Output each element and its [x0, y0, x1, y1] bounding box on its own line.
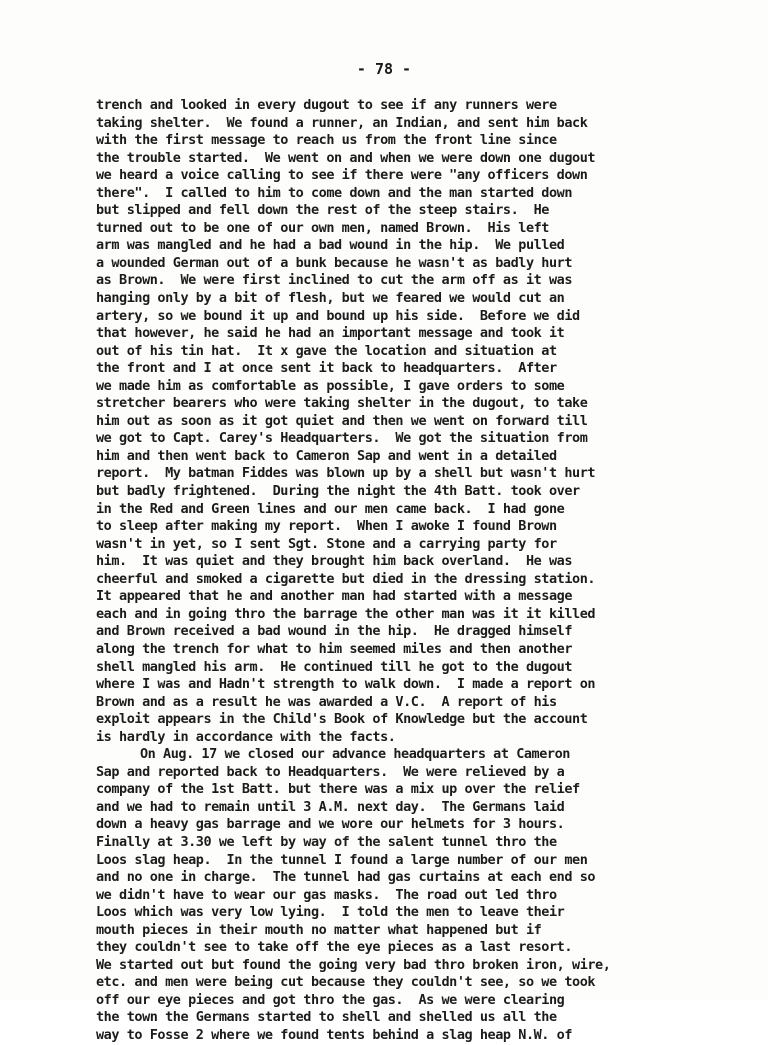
text-line: down a heavy gas barrage and we wore our helmets for 3 hours.	[96, 816, 565, 833]
text-line: Loos slag heap. In the tunnel I found a large number of our men	[96, 851, 588, 868]
text-line: stretcher bearers who were taking shelter in the dugout, to take	[96, 395, 588, 412]
text-line: off our eye pieces and got thro the gas. As we were clearing	[96, 991, 565, 1008]
text-line: wasn't in yet, so I sent Sgt. Stone and a carrying party for	[96, 535, 557, 552]
text-line: trench and looked in every dugout to see if any runners were	[96, 97, 557, 113]
text-line: we made him as comfortable as possible, I gave orders to some	[96, 377, 565, 394]
text-line: It appeared that he and another man had started with a message	[96, 588, 573, 605]
text-line: with the first message to reach us from the front line since	[96, 132, 557, 149]
text-line: cheerful and smoked a cigarette but died in the dressing station.	[96, 570, 596, 587]
text-line: but slipped and fell down the rest of the steep stairs. He	[96, 202, 549, 219]
text-line: and we had to remain until 3 A.M. next day. The Germans laid	[96, 798, 565, 815]
text-line: but badly frightened. During the night the 4th Batt. took over	[96, 483, 580, 500]
page-number: - 78 -	[356, 60, 412, 78]
paragraph-start-line: On Aug. 17 we closed our advance headquarters at Cameron	[140, 746, 570, 763]
text-line: is hardly in accordance with the facts.	[96, 728, 396, 745]
text-line: that however, he said he had an important message and took it	[96, 325, 565, 342]
text-line: exploit appears in the Child's Book of Knowledge but the account	[96, 711, 588, 728]
text-line: the town the Germans started to shell and shelled us all the	[96, 1009, 557, 1026]
body-text	[96, 97, 736, 1045]
text-line: him. It was quiet and they brought him back overland. He was	[96, 553, 573, 570]
text-line: and Brown received a bad wound in the hip. He dragged himself	[96, 623, 573, 640]
text-line: we got to Capt. Carey's Headquarters. We got the situation from	[96, 430, 588, 447]
text-line: each and in going thro the barrage the other man was it it killed	[96, 605, 596, 622]
text-line: shell mangled his arm. He continued till he got to the dugout	[96, 658, 573, 675]
text-line: along the trench for what to him seemed miles and then another	[96, 640, 573, 657]
text-line: Loos which was very low lying. I told the men to leave their	[96, 904, 565, 921]
text-line: Finally at 3.30 we left by way of the salent tunnel thro the	[96, 833, 557, 850]
text-line: the front and I at once sent it back to headquarters. After	[96, 360, 557, 377]
text-line: artery, so we bound it up and bound up his side. Before we did	[96, 307, 580, 324]
text-line: we didn't have to wear our gas masks. The road out led thro	[96, 886, 557, 903]
text-line: and no one in charge. The tunnel had gas curtains at each end so	[96, 869, 596, 886]
text-line: taking shelter. We found a runner, an Indian, and sent him back	[96, 114, 588, 131]
text-line: as Brown. We were first inclined to cut the arm off as it was	[96, 272, 573, 289]
text-line: company of the 1st Batt. but there was a mix up over the relief	[96, 781, 580, 798]
text-line: arm was mangled and he had a bad wound in the hip. We pulled	[96, 237, 565, 254]
text-line: the trouble started. We went on and when we were down one dugout	[96, 149, 596, 166]
text-line: a wounded German out of a bunk because he wasn't as badly hurt	[96, 254, 573, 271]
text-line: Sap and reported back to Headquarters. We were relieved by a	[96, 763, 565, 780]
text-line: him out as soon as it got quiet and then we went on forward till	[96, 412, 588, 429]
text-line: out of his tin hat. It x gave the location and situation at	[96, 342, 557, 359]
text-line: turned out to be one of our own men, named Brown. His left	[96, 219, 549, 236]
text-line: report. My batman Fiddes was blown up by a shell but wasn't hurt	[96, 465, 596, 482]
text-line: to sleep after making my report. When I awoke I found Brown	[96, 518, 557, 535]
text-line: there". I called to him to come down and the man started down	[96, 184, 573, 201]
text-line: We started out but found the going very bad thro broken iron, wire,	[96, 956, 611, 973]
text-line: they couldn't see to take off the eye pieces as a last resort.	[96, 939, 573, 956]
text-line: we heard a voice calling to see if there were "any officers down	[96, 167, 588, 184]
text-line: Brown and as a result he was awarded a V.C. A report of his	[96, 693, 557, 710]
text-line: mouth pieces in their mouth no matter what happened but if	[96, 921, 542, 938]
text-line: him and then went back to Cameron Sap and went in a detailed	[96, 447, 557, 464]
text-line: hanging only by a bit of flesh, but we feared we would cut an	[96, 290, 565, 307]
text-line: way to Fosse 2 where we found tents behind a slag heap N.W. of	[96, 1026, 573, 1043]
text-line: in the Red and Green lines and our men came back. I had gone	[96, 500, 565, 517]
text-line: where I was and Hadn't strength to walk down. I made a report on	[96, 676, 596, 693]
text-line: etc. and men were being cut because they couldn't see, so we took	[96, 974, 596, 991]
